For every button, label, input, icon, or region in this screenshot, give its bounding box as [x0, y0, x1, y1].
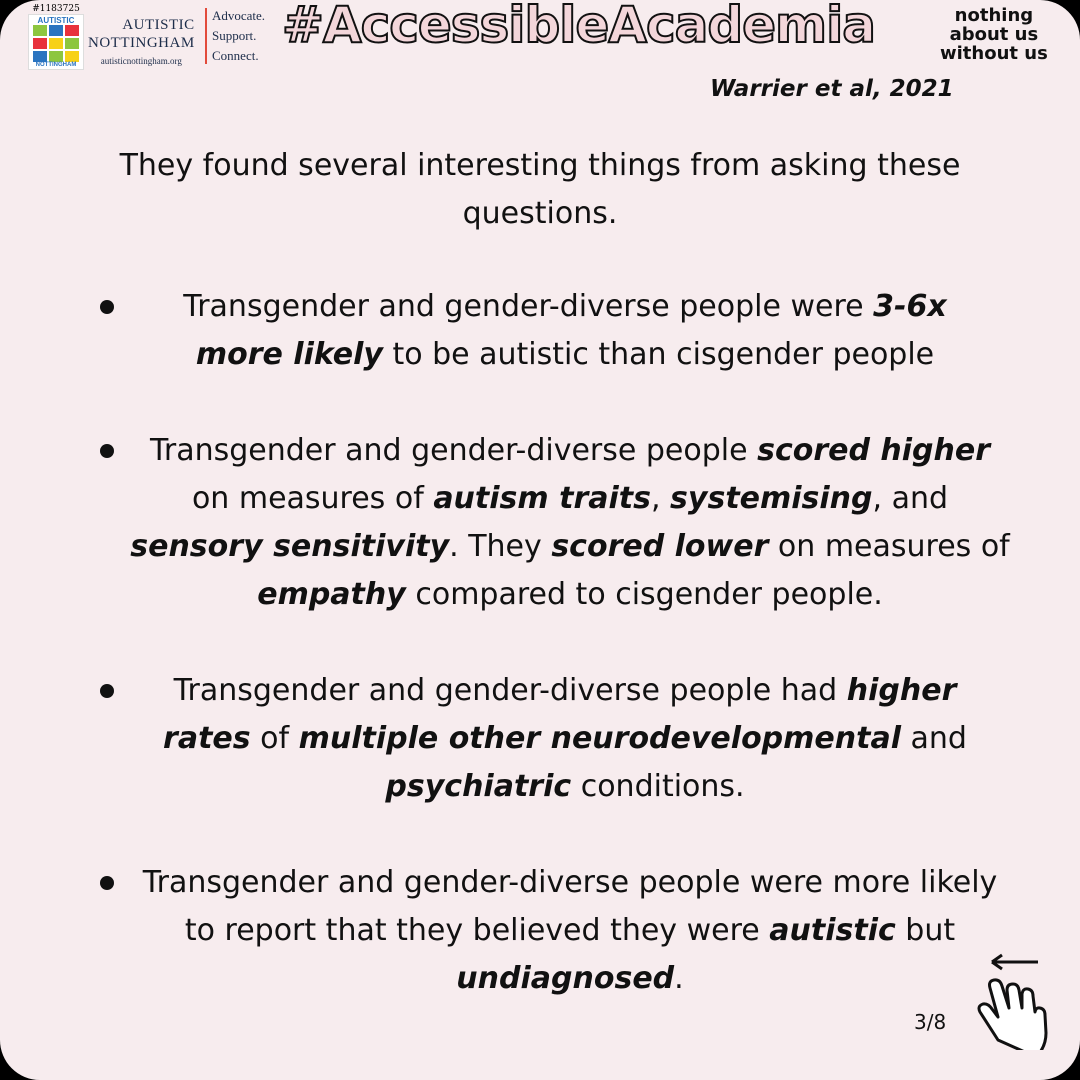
org-line1: AUTISTIC	[122, 17, 195, 33]
emphasis-text: undiagnosed	[456, 961, 675, 996]
body-text: Transgender and gender-diverse people	[149, 433, 758, 468]
bullet-3	[150, 667, 980, 811]
bullet-2	[130, 427, 1010, 619]
org-line2: NOTTINGHAM	[88, 35, 195, 51]
org-url: autisticnottingham.org	[100, 56, 182, 66]
body-text: to be autistic than cisgender people	[382, 337, 935, 372]
emphasis-text: scored higher	[757, 433, 991, 468]
motto-line: nothing	[954, 5, 1034, 26]
slogan-support: Support.	[212, 28, 257, 43]
citation: Warrier et al, 2021	[710, 76, 954, 102]
slogan-advocate: Advocate.	[212, 8, 266, 23]
body-text: , and	[872, 481, 949, 516]
body-text: . They	[449, 529, 552, 564]
body-text: .	[674, 961, 684, 996]
logo-bottom-text: NOTTINGHAM	[35, 62, 77, 68]
body-text: ,	[650, 481, 671, 516]
body-text: and	[900, 721, 967, 756]
body-text: but	[895, 913, 956, 948]
logo-top-text: AUTISTIC	[37, 16, 75, 25]
registration-number: #1183725	[32, 4, 80, 14]
body-text: of	[250, 721, 299, 756]
autistic-nottingham-logo	[28, 4, 84, 70]
divider	[205, 8, 207, 64]
bullet-1	[150, 283, 980, 379]
intro-text: They found several interesting things from asking these questions.	[119, 148, 961, 231]
body-text: on measures of	[191, 481, 434, 516]
emphasis-text: empathy	[257, 577, 406, 612]
emphasis-text: autistic	[769, 913, 896, 948]
emphasis-text: higher rates	[163, 673, 957, 756]
emphasis-text: 3-6x more likely	[195, 289, 947, 372]
org-name	[88, 16, 195, 66]
motto-line: about us	[949, 24, 1039, 45]
emphasis-text: systemising	[670, 481, 873, 516]
bullet-4	[130, 859, 1010, 1003]
page-indicator: 3/8	[914, 1010, 947, 1034]
body-text: Transgender and gender-diverse people were	[183, 289, 874, 324]
body-text: conditions.	[571, 769, 745, 804]
bullet-dot	[100, 444, 114, 458]
bullet-dot	[100, 876, 114, 890]
slogan-connect: Connect.	[212, 48, 259, 63]
emphasis-text: psychiatric	[385, 769, 572, 804]
bullet-dot	[100, 300, 114, 314]
bullet-dot	[100, 684, 114, 698]
body-text: compared to cisgender people.	[405, 577, 883, 612]
emphasis-text: sensory sensitivity	[130, 529, 450, 564]
emphasis-text: autism traits	[433, 481, 651, 516]
body-text: on measures of	[768, 529, 1010, 564]
emphasis-text: multiple other neurodevelopmental	[298, 721, 901, 756]
emphasis-text: scored lower	[551, 529, 769, 564]
swipe-hand-icon[interactable]	[970, 950, 1065, 1050]
body-text: Transgender and gender-diverse people were more likely to report that they believed they were	[142, 865, 998, 948]
slogan	[212, 6, 265, 66]
motto-line: without us	[940, 43, 1048, 64]
body-text: Transgender and gender-diverse people had	[173, 673, 847, 708]
motto	[940, 6, 1048, 63]
hashtag-title: #AccessibleAcademia	[282, 0, 876, 54]
